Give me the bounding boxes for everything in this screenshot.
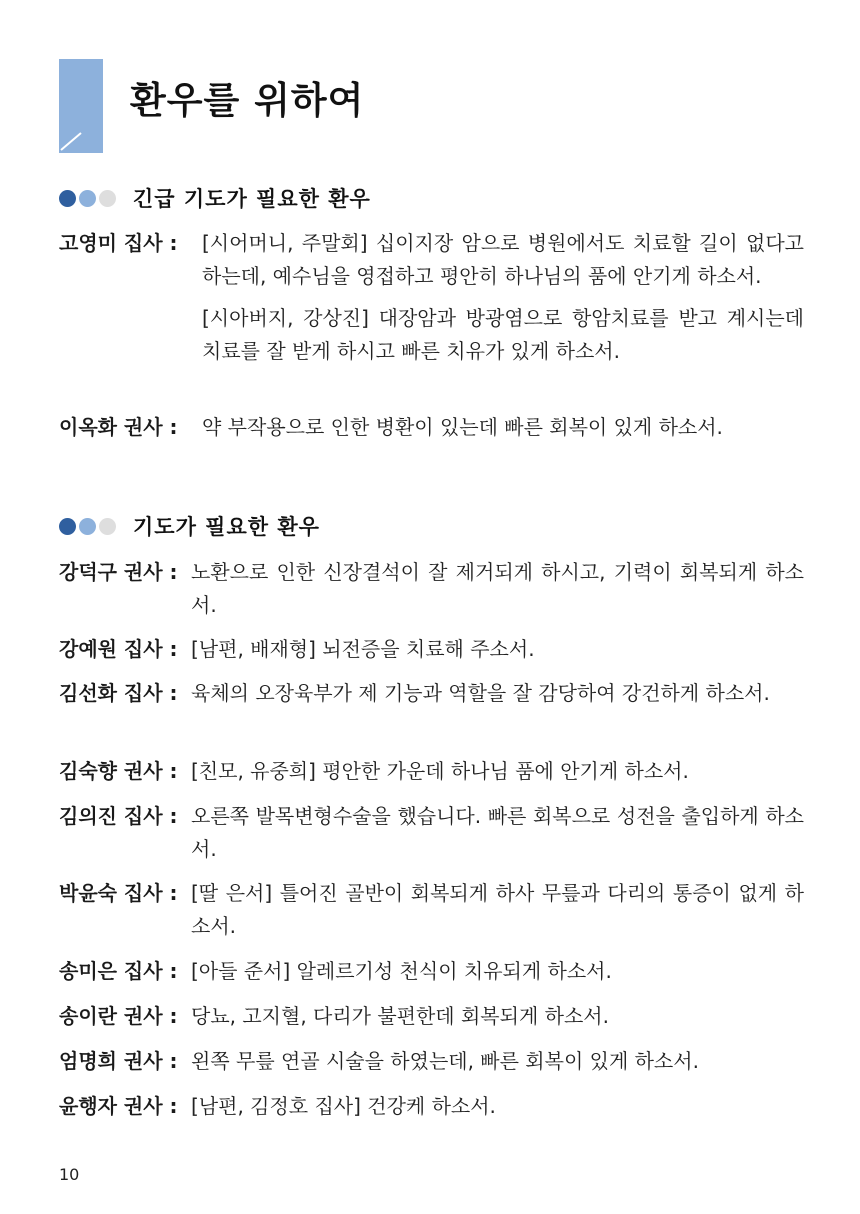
list-item	[59, 877, 804, 943]
entry-text: [아들 준서] 알레르기성 천식이 치유되게 하소서.	[191, 959, 612, 983]
list-item	[59, 800, 804, 866]
entry-name: 박윤숙 집사 :	[59, 881, 178, 905]
slash-mark-icon	[59, 59, 103, 153]
bullet-dots-icon	[59, 190, 119, 207]
section-title: 기도가 필요한 환우	[133, 515, 320, 539]
entry-text: 노환으로 인한 신장결석이 잘 제거되게 하시고, 기력이 회복되게 하소서.	[191, 560, 804, 617]
bullet-dots-icon	[59, 518, 119, 535]
entry-text: 육체의 오장육부가 제 기능과 역할을 잘 감당하여 강건하게 하소서.	[191, 681, 770, 705]
entry-text: 왼쪽 무릎 연골 시술을 하였는데, 빠른 회복이 있게 하소서.	[191, 1049, 699, 1073]
list-item	[59, 411, 804, 444]
entry-text: [남편, 배재형] 뇌전증을 치료해 주소서.	[191, 637, 535, 661]
entry-name: 강덕구 권사 :	[59, 560, 178, 584]
list-item	[59, 755, 804, 788]
section-header-prayer	[59, 511, 320, 541]
entry-name: 송이란 권사 :	[59, 1004, 178, 1028]
entry-name: 이옥화 권사 :	[59, 415, 178, 439]
entry-name: 김숙향 권사 :	[59, 759, 178, 783]
page-title: 환우를 위하여	[130, 79, 365, 122]
entry-name: 김의진 집사 :	[59, 804, 178, 828]
list-item	[59, 1045, 804, 1078]
entry-name: 송미은 집사 :	[59, 959, 178, 983]
section-title: 긴급 기도가 필요한 환우	[133, 187, 371, 211]
entry-name: 윤행자 권사 :	[59, 1094, 178, 1118]
list-item	[59, 955, 804, 988]
list-item	[59, 1000, 804, 1033]
list-item	[59, 677, 804, 710]
title-decoration	[59, 59, 103, 153]
entry-name: 김선화 집사 :	[59, 681, 178, 705]
entry-text: 오른쪽 발목변형수술을 했습니다. 빠른 회복으로 성전을 출입하게 하소서.	[191, 804, 804, 861]
page-number: 10	[59, 1165, 80, 1184]
list-item	[59, 227, 804, 368]
list-item	[59, 1090, 804, 1123]
entry-name: 엄명희 권사 :	[59, 1049, 178, 1073]
section-header-urgent	[59, 183, 371, 213]
entry-text: [딸 은서] 틀어진 골반이 회복되게 하사 무릎과 다리의 통증이 없게 하소서.	[191, 881, 804, 938]
entry-text: [남편, 김정호 집사] 건강케 하소서.	[191, 1094, 496, 1118]
entry-name: 강예원 집사 :	[59, 637, 178, 661]
entry-text: [친모, 유중희] 평안한 가운데 하나님 품에 안기게 하소서.	[191, 759, 689, 783]
entry-text: [시어머니, 주말회] 십이지장 암으로 병원에서도 치료할 길이 없다고 하는데, 예수님을 영접하고 평안히 하나님의 품에 안기게 하소서. [시아버지, 강상진] 대장암과 방광염으로 항암치료를 받고 계시는데 치료를 잘 받게 하시고 빠른 치유가 있게 하소서.	[202, 231, 804, 363]
list-item	[59, 556, 804, 622]
entry-text: 약 부작용으로 인한 병환이 있는데 빠른 회복이 있게 하소서.	[202, 415, 723, 439]
entry-text: 당뇨, 고지혈, 다리가 불편한데 회복되게 하소서.	[191, 1004, 609, 1028]
entry-name: 고영미 집사 :	[59, 231, 178, 255]
list-item	[59, 633, 804, 666]
